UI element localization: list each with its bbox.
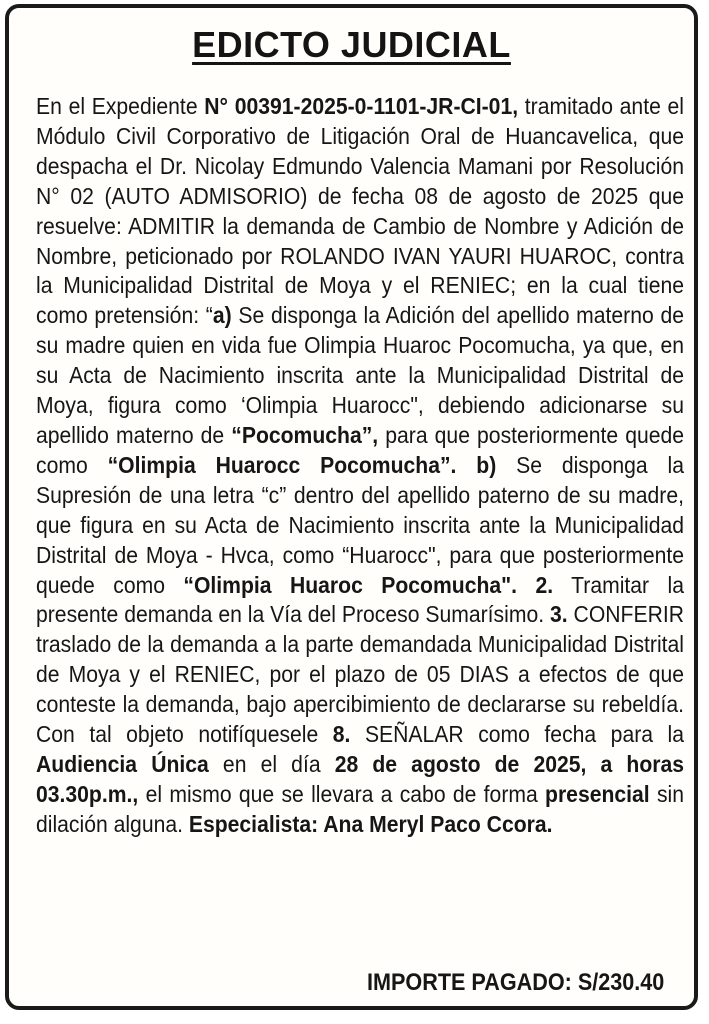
text-segment: Se disponga la Adición del apellido materno de su madre quien en vida fue Olimpia Huaroc Pocomucha, ya que, en su Acta de Nacimiento inscrita ante la Municipalidad Distrital de Moya, figura como ‘Olimpia Huarocc", debiendo adicionarse su apellido materno de xyxy=(36,302,684,448)
bold-text-segment: 28 de agosto de 2025, a horas 03.30p.m., xyxy=(36,750,684,807)
text-segment: Se disponga la Supresión de una letra “c” dentro del apellido paterno de su madre, que figura en su Acta de Nacimiento inscrita ante la Municipalidad Distrital de Moya - Hvca, como “Huarocc", para que posteriormente quede como xyxy=(36,451,684,598)
text-segment: En el Expediente xyxy=(36,93,205,119)
bold-text-segment: “Olimpia Huaroc Pocomucha". 2. xyxy=(183,571,554,598)
text-segment: CONFERIR traslado de la demanda a la parte demandada Municipalidad Distrital de Moya y el RENIEC, por el plazo de 05 DIAS a efectos de que conteste la demanda, bajo apercibimiento de declararse su rebeldía. Con tal objeto notifíquesele xyxy=(36,601,685,748)
text-segment: tramitado ante el Módulo Civil Corporativo de Litigación Oral de Huancavelica, que despacha el Dr. Nicolay Edmundo Valencia Mamani por Resolución N° 02 (AUTO ADMISORIO) de fecha 08 de agosto de 2025 que resuelve: ADMITIR la demanda de Cambio de Nombre y Adición de Nombre, peticionado por ROLANDO IVAN YAURI HUAROC, contra la Municipalidad Distrital de Moya y el RENIEC; en la cual tiene como pretensión: “ xyxy=(36,93,684,329)
bold-text-segment: 3. xyxy=(549,601,568,628)
bold-text-segment: 8. xyxy=(332,721,351,748)
bold-text-segment: presencial xyxy=(545,780,650,807)
bold-text-segment: “Pocomucha”, xyxy=(231,421,379,448)
bold-text-segment: “Olimpia Huarocc Pocomucha”. b) xyxy=(107,451,497,478)
bold-text-segment: a) xyxy=(212,302,232,329)
bold-text-segment: Especialista: Ana Meryl Paco Ccora. xyxy=(188,810,553,837)
amount-paid: IMPORTE PAGADO: S/230.40 xyxy=(366,969,664,996)
bold-text-segment: Audiencia Única xyxy=(36,750,209,777)
text-segment: para que posteriormente quede como xyxy=(36,421,685,478)
bold-text-segment: N° 00391-2025-0-1101-JR-CI-01, xyxy=(204,93,519,119)
text-segment: sin dilación alguna. xyxy=(36,780,684,837)
notice-body xyxy=(36,92,684,840)
text-segment: Tramitar la presente demanda en la Vía del Proceso Sumarísimo. xyxy=(36,571,684,628)
text-segment: el mismo que se llevara a cabo de forma xyxy=(138,780,546,807)
text-segment: SEÑALAR como fecha para la xyxy=(350,721,684,748)
notice-frame xyxy=(5,4,698,1010)
text-segment: en el día xyxy=(208,750,335,777)
notice-title: EDICTO JUDICIAL xyxy=(192,24,511,65)
